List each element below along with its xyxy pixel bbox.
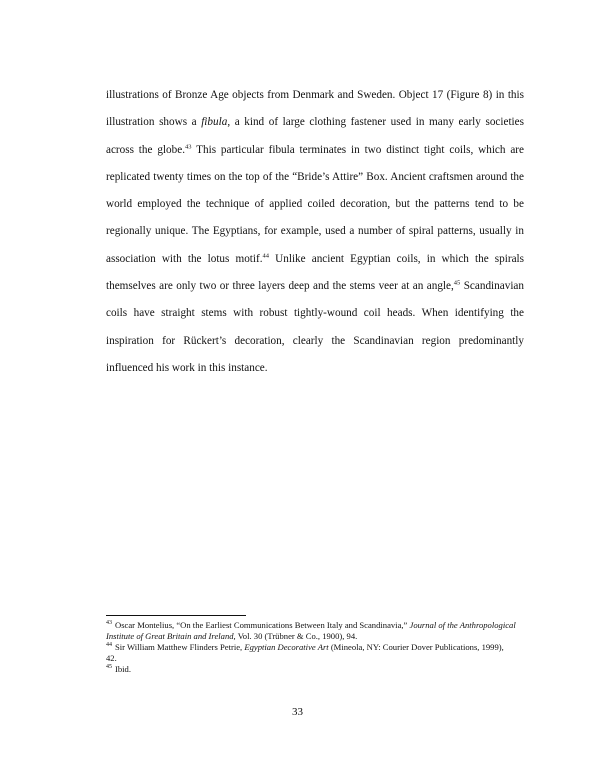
footnote-text: , Vol. 30 (Trübner & Co., 1900), 94. (233, 631, 358, 641)
footnote-44 (106, 642, 516, 664)
body-text-segment: , a kind of large clothing fastener used in many early societies across the globe. (106, 116, 524, 156)
footnote-italic-title: Egyptian Decorative Art (244, 642, 329, 652)
footnote-text: Sir William Matthew Flinders Petrie, (115, 642, 245, 652)
body-text-segment: illustrations of Bronze Age objects from Denmark and Sweden. Object 17 (Figure 8) in this illustration shows a (106, 89, 524, 129)
footnote-ref-44[interactable]: 44 (262, 252, 270, 260)
body-italic-term: fibula (201, 116, 228, 129)
footnote-number: 44 (106, 642, 112, 649)
footnote-text: (Mineola, NY: Courier Dover Publications, 1999), 42. (106, 642, 504, 663)
body-paragraph (106, 82, 524, 382)
footnote-ref-43[interactable]: 43 (185, 142, 192, 150)
footnote-number: 45 (106, 664, 112, 671)
footnote-43 (106, 620, 516, 642)
footnote-number: 43 (106, 620, 112, 627)
footnotes-section (106, 620, 516, 675)
body-text-segment: This particular fibula terminates in two distinct tight coils, which are replicated twenty times on the top of the “Bride’s Attire” Box. Ancient craftsmen around the world employed the technique of applied coiled decoration, but the patterns tend to be regionally unique. The Egyptians, for example, used a number of spiral patterns, usually in association with the lotus motif. (106, 143, 524, 265)
footnote-ref-45[interactable]: 45 (453, 279, 461, 287)
page-number: 33 (292, 706, 303, 718)
footnote-45 (106, 664, 516, 675)
footnote-text: Ibid. (115, 664, 131, 674)
footnote-separator (106, 615, 246, 616)
footnote-italic-title: Journal of the Anthropological Institute of Great Britain and Ireland (106, 620, 516, 641)
footnote-text: Oscar Montelius, “On the Earliest Communications Between Italy and Scandinavia,” (115, 620, 410, 630)
body-text-segment: Scandinavian coils have straight stems with robust tightly-wound coil heads. When identifying the inspiration for Rückert’s decoration, clearly the Scandinavian region predominantly influenced his work in this instance. (106, 280, 524, 374)
body-text-segment: Unlike ancient Egyptian coils, in which the spirals themselves are only two or three layers deep and the stems veer at an angle, (106, 252, 524, 293)
